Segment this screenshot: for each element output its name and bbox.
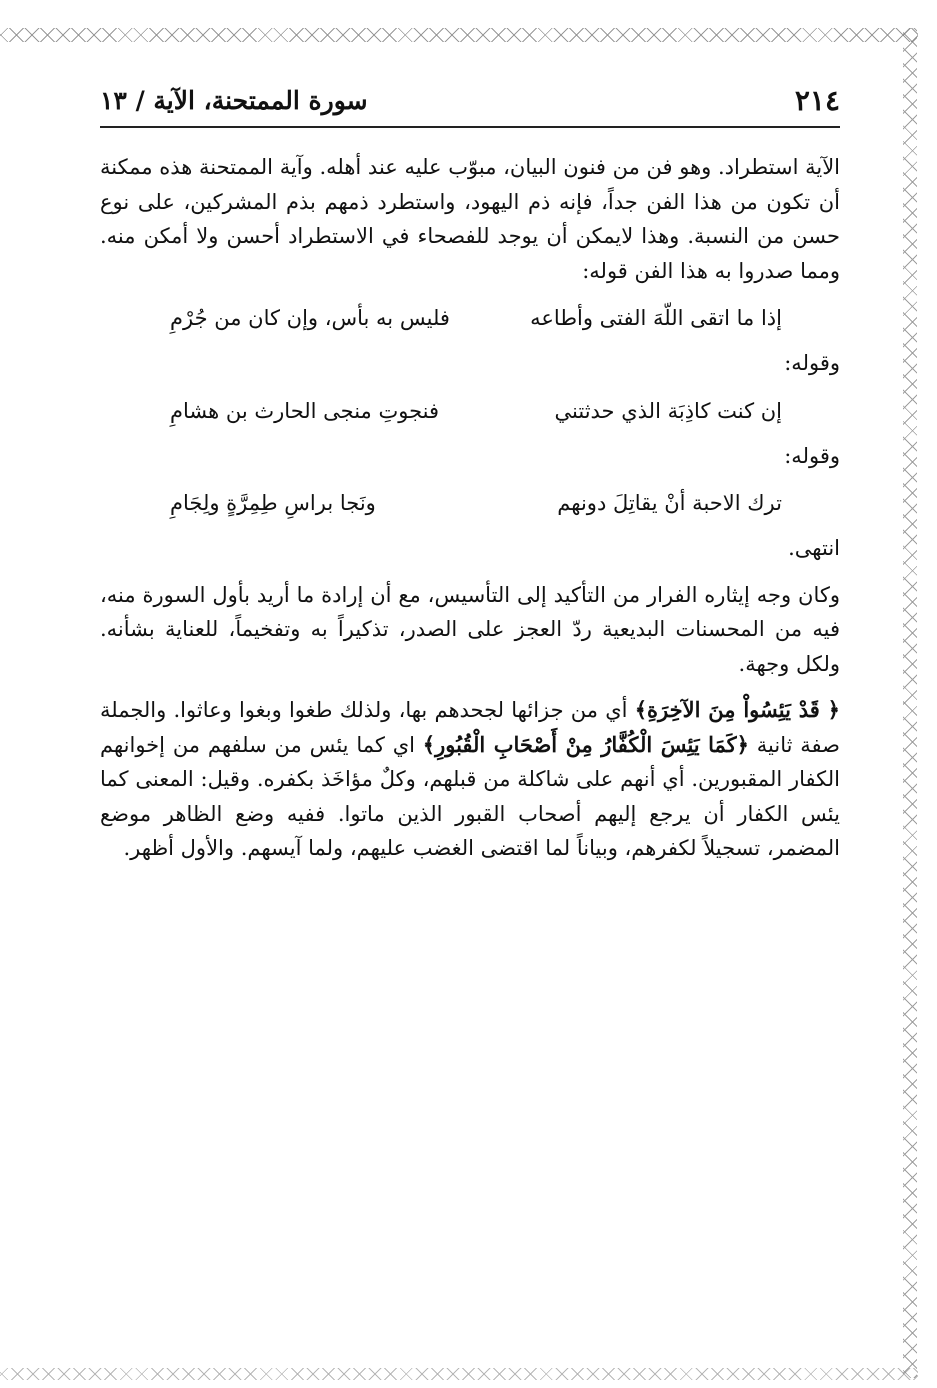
quran-quote-2: ﴿كَمَا يَئِسَ الْكُفَّارُ مِنْ أَصْحَابِ الْقُبُورِ﴾: [422, 731, 749, 757]
page-header: [100, 84, 840, 124]
decorative-border-top: [0, 28, 918, 42]
verse-1-second-hemistich: فليس به بأس، وإن كان من جُرْمِ: [170, 306, 450, 330]
decorative-border-right: [903, 28, 917, 1378]
paragraph-2: وكان وجه إيثاره الفرار من التأكيد إلى التأسيس، مع أن إرادة ما أريد بأول السورة منه، فيه من المحسنات البديعية ردّ العجز على الصدر، تذكيراً به وتفخيماً، للعناية بشأنه. ولكل وجهة.: [100, 582, 840, 676]
verse-3-second-hemistich: ونَجا براسِ طِمِرَّةٍ ولِجَامِ: [170, 491, 376, 515]
verse-3-first-hemistich: ترك الاحبة أنْ يقاتِلَ دونهم: [557, 491, 782, 515]
verse-intro-3: وقوله:: [784, 443, 840, 468]
end-of-quote: انتهى.: [788, 536, 840, 560]
paragraph-3-text-2: اي كما يئس من سلفهم من إخوانهم الكفار المقبورين. أي أنهم على شاكلة من قبلهم، وكلٌ مؤاخَذ بكفره. وقيل: المعنى كما يئس الكفار أن يرجع إليهم أصحاب القبور الذين ماتوا. ففيه وضع الظاهر موضع المضمر، تسجيلاً لكفرهم، وبياناً لما اقتضى الغضب عليهم، ولما آيسهم. والأول أظهر.: [100, 732, 840, 860]
poetry-verse-1: [100, 300, 840, 336]
decorative-border-bottom: [0, 1368, 918, 1380]
paragraph-3: [100, 693, 840, 866]
running-head: سورة الممتحنة، الآية / ١٣: [100, 86, 368, 115]
verse-2-first-hemistich: إن كنت كاذِبَة الذي حدثتني: [554, 398, 782, 423]
poetry-verse-3: [100, 485, 840, 521]
verse-intro-2: وقوله:: [784, 351, 840, 375]
paragraph-3-text-1: أي من جزائها لجحدهم بها، ولذلك طغوا وبغوا وعاثوا. والجملة صفة ثانية: [100, 698, 840, 757]
poetry-verse-2: [100, 393, 840, 429]
verse-1-first-hemistich: إذا ما اتقى اللّهَ الفتى وأطاعه: [530, 306, 782, 330]
page-number: ٢١٤: [794, 84, 840, 117]
page-body: [100, 150, 840, 866]
paragraph-1: الآية استطراد. وهو فن من فنون البيان، مبوّب عليه عند أهله. وآية الممتحنة هذه ممكنة أن تكون من هذا الفن جداً، فإنه ذم اليهود، واستطرد ذمهم بذم المشركين، على نوع حسن من النسبة. وهذا لايمكن أن يوجد للفصحاء في الاستطراد أحسن ولا أمكن منه. ومما صدروا به هذا الفن قوله:: [99, 155, 840, 283]
header-rule: [100, 126, 840, 128]
verse-2-second-hemistich: فنجوتِ منجى الحارث بن هشامِ: [170, 398, 440, 423]
quran-quote-1: ﴿ قَدْ يَئِسُواْ مِنَ الآخِرَةِ﴾: [634, 697, 840, 722]
